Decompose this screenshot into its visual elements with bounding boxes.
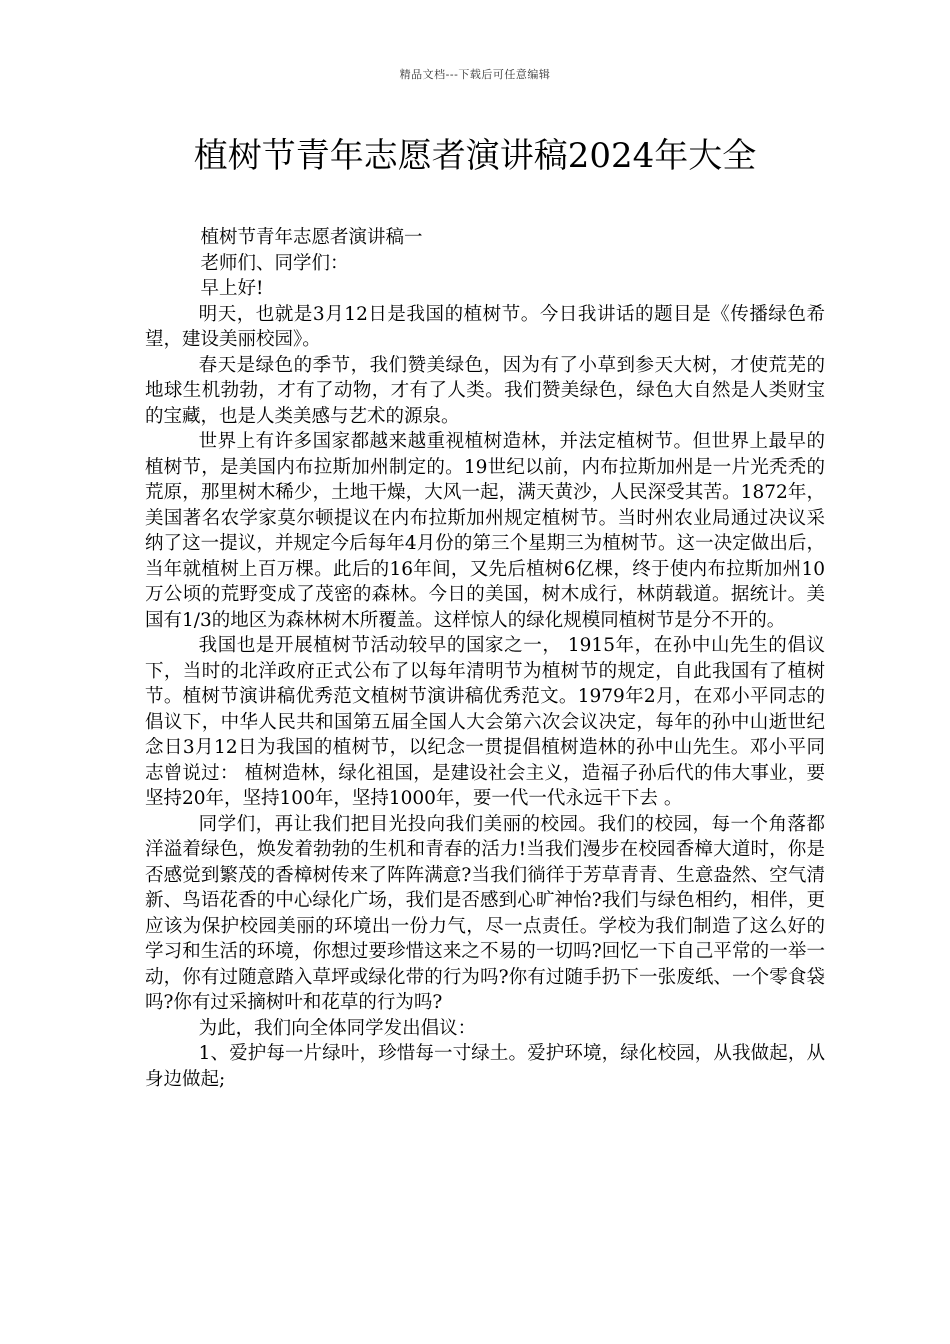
paragraph-world-history: 世界上有许多国家都越来越重视植树造林，并法定植树节。但世界上最早的植树节，是美国内布拉斯加州制定的。19世纪以前，内布拉斯加州是一片光秃秃的荒原，那里树木稀少，土地干燥，大风一起，满天黄沙，人民深受其苦。1872年，美国著名农学家莫尔顿提议在内布拉斯加州规定植树节。当时州农业局通过决议采纳了这一提议，并规定今后每年4月份的第三个星期三为植树节。这一决定做出后，当年就植树上百万棵。此后的16年间，又先后植树6亿棵，终于使内布拉斯加州10万公顷的荒野变成了茂密的森林。今日的美国，树木成行，林荫载道。据统计。美国有1/3的地区为森林树木所覆盖。这样惊人的绿化规模同植树节是分不开的。 <box>145 431 825 631</box>
paragraph-greeting: 早上好! <box>200 278 264 299</box>
header-note: 精品文档---下载后可任意编辑 <box>399 68 551 81</box>
paragraph-spring: 春天是绿色的季节，我们赞美绿色，因为有了小草到参天大树，才使荒芜的地球生机勃勃，才有了动物，才有了人类。我们赞美绿色，绿色大自然是人类财宝的宝藏，也是人类美感与艺术的源泉。 <box>145 354 825 427</box>
paragraph-salutation: 老师们、同学们： <box>200 252 349 274</box>
paragraph-intro: 明天，也就是3月12日是我国的植树节。今日我讲话的题目是《传播绿色希望，建设美丽校园》。 <box>145 303 825 350</box>
document-body <box>145 225 825 1092</box>
paragraph-proposal-item-1: 1、爱护每一片绿叶，珍惜每一寸绿土。爱护环境，绿化校园，从我做起，从身边做起; <box>145 1043 825 1090</box>
document-title: 植树节青年志愿者演讲稿2024年大全 <box>193 136 757 176</box>
paragraph-campus: 同学们，再让我们把目光投向我们美丽的校园。我们的校园，每一个角落都洋溢着绿色，焕发着勃勃的生机和青春的活力!当我们漫步在校园香樟大道时，你是否感觉到繁茂的香樟树传来了阵阵满意?当我们徜徉于芳草青青、生意盎然、空气清新、鸟语花香的中心绿化广场，我们是否感到心旷神怡?我们与绿色相约，相伴，更应该为保护校园美丽的环境出一份力气，尽一点责任。学校为我们制造了这么好的学习和生活的环境，你想过要珍惜这来之不易的一切吗?回忆一下自己平常的一举一动，你有过随意踏入草坪或绿化带的行为吗?你有过随手扔下一张废纸、一个零食袋吗?你有过采摘树叶和花草的行为吗? <box>145 813 825 1013</box>
paragraph-china-history: 我国也是开展植树节活动较早的国家之一， 1915年，在孙中山先生的倡议下，当时的北洋政府正式公布了以每年清明节为植树节的规定，自此我国有了植树节。植树节演讲稿优秀范文植树节演讲稿优秀范文。1979年2月，在邓小平同志的倡议下，中华人民共和国第五届全国人大会第六次会议决定，每年的孙中山逝世纪念日3月12日为我国的植树节，以纪念一贯提倡植树造林的孙中山先生。邓小平同志曾说过： 植树造林，绿化祖国，是建设社会主义，造福子孙后代的伟大事业，要坚持20年，坚持100年，坚持1000年，要一代一代永远干下去 。 <box>145 635 825 809</box>
paragraph-speech-heading: 植树节青年志愿者演讲稿一 <box>200 227 423 248</box>
paragraph-proposal: 为此，我们向全体同学发出倡议： <box>198 1017 477 1039</box>
